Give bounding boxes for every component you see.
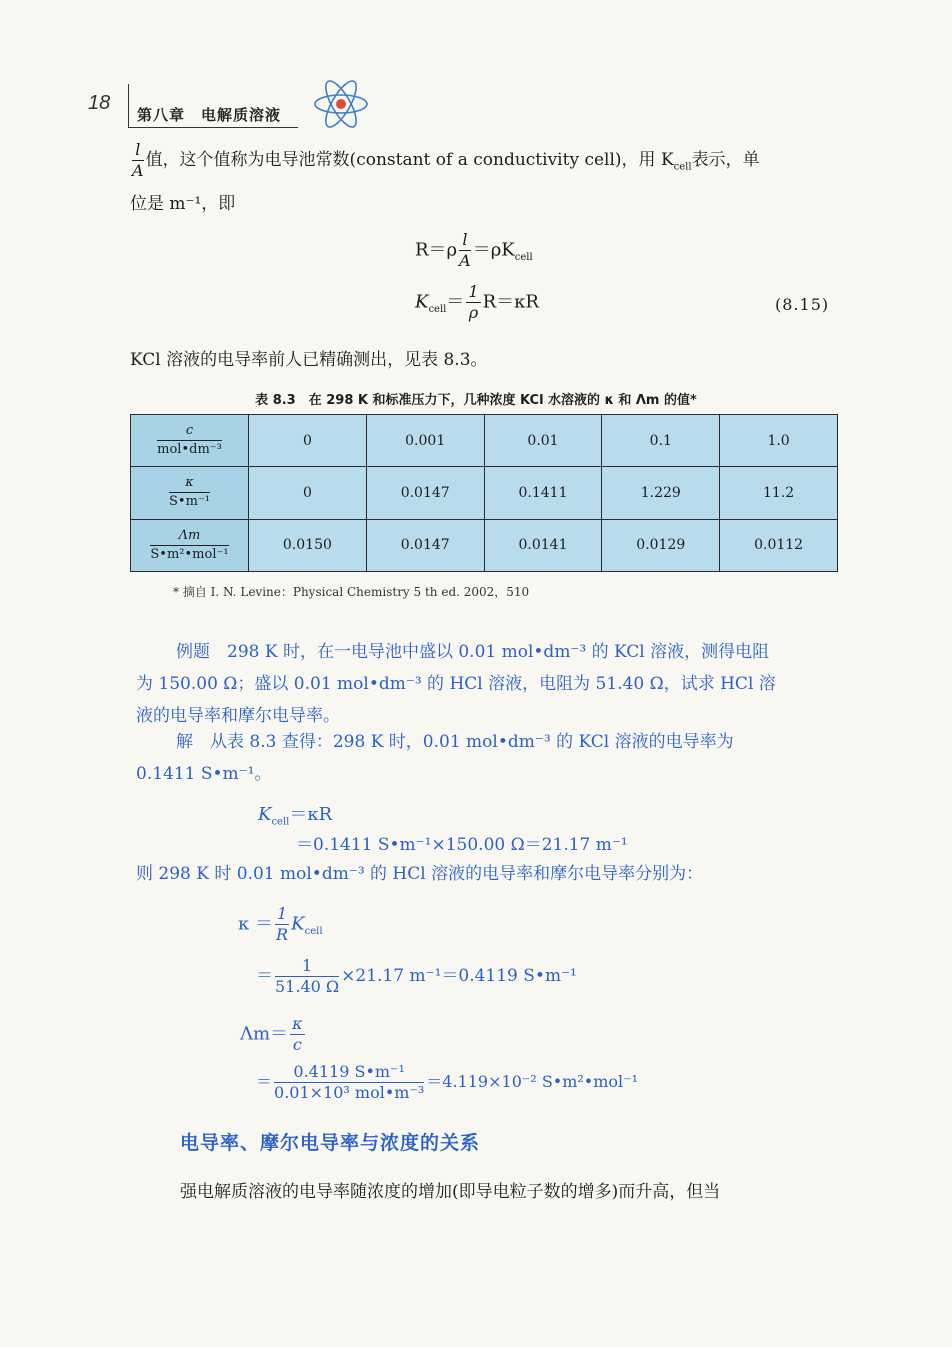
then-line: 则 298 K 时 0.01 mol•dm⁻³ 的 HCl 溶液的电导率和摩尔电导率分别为： [136, 864, 704, 884]
table-row [131, 467, 838, 519]
table-cell: 0.0147 [366, 519, 484, 571]
kappa-calculation: ＝ $\frac{1}{51.40 \Omega}$ ×21.17 m⁻¹＝0.4119 S•m⁻¹ [256, 956, 577, 996]
kcell-equation: $K_{cell}=\kappa R$ [258, 804, 333, 828]
section-heading: 电导率、摩尔电导率与浓度的关系 [180, 1132, 481, 1154]
table-cell: 0.001 [366, 415, 484, 467]
row-header-kappa: $\frac{\kappa}{\text{S•m⁻¹}}$ [131, 467, 249, 519]
header-underline [128, 127, 298, 128]
table-cell: 0.01 [484, 415, 602, 467]
row-header-molar-conductivity: Λm S•m²•mol⁻¹ [131, 519, 249, 571]
table-cell: 0 [249, 415, 367, 467]
table-cell: 1.229 [602, 467, 720, 519]
page-number: 18 [88, 92, 111, 114]
intro-line-1: $\frac{l}{A}$ 值，这个值称为电导池常数(constant of a conductivity cell)，用 $K_{cell}$表示，单 [132, 140, 760, 180]
kcl-sentence: KCl 溶液的电导率前人已精确测出，见表 8.3。 [130, 350, 488, 370]
equation-8-15: $K_{cell}=$ $\frac{1}{\rho}$ R＝κR [415, 282, 539, 322]
header-rule [128, 84, 129, 128]
table-cell: 0.1 [602, 415, 720, 467]
kcell-calculation: ＝0.1411 S•m⁻¹×150.00 Ω＝21.17 m⁻¹ [296, 835, 628, 855]
table-cell: 0 [249, 467, 367, 519]
lambda-calculation: ＝ $\frac{\text{0.4119 S•m⁻¹}}{\text{0.01×10³ mol•m⁻³}}$ ＝4.119×10⁻² S•m²•mol⁻¹ [256, 1062, 639, 1102]
equation-resistance: R＝ρ $\frac{l}{A}$ $=\rho K_{cell}$ [415, 230, 533, 270]
table-cell: 1.0 [720, 415, 838, 467]
equation-number: (8.15) [775, 295, 830, 314]
table-cell: 0.1411 [484, 467, 602, 519]
table-row [131, 415, 838, 467]
table-cell: 0.0150 [249, 519, 367, 571]
kcl-conductivity-table [130, 414, 838, 572]
solution-line-1: 解 从表 8.3 查得：298 K 时，0.01 mol•dm⁻³ 的 KCl 溶液的电导率为 [176, 732, 734, 752]
example-line-1: 例题 298 K 时，在一电导池中盛以 0.01 mol•dm⁻³ 的 KCl 溶液，测得电阻 [176, 642, 770, 662]
table-cell: 0.0112 [720, 519, 838, 571]
atom-icon [310, 76, 372, 132]
example-line-2: 为 150.00 Ω；盛以 0.01 mol•dm⁻³ 的 HCl 溶液，电阻为 51.40 Ω，试求 HCl 溶 [136, 674, 776, 694]
row-header-concentration: c mol•dm⁻³ [131, 415, 249, 467]
table-cell: 0.0141 [484, 519, 602, 571]
example-line-3: 液的电导率和摩尔电导率。 [136, 706, 340, 726]
chapter-title: 第八章 电解质溶液 [137, 106, 282, 124]
table-cell: 11.2 [720, 467, 838, 519]
table-caption: 表 8.3 在 298 K 和标准压力下，几种浓度 KCl 水溶液的 κ 和 Λm 的值* [255, 393, 697, 408]
intro-line-2: 位是 m⁻¹，即 [130, 194, 236, 214]
l-over-a-fraction: $\frac{l}{A}$ [132, 140, 144, 180]
kappa-definition: κ ＝ $\frac{1}{R}$ $K_{cell}$ [238, 904, 323, 944]
table-cell: 0.0129 [602, 519, 720, 571]
lambda-definition: Λm＝ $\frac{\kappa}{c}$ [240, 1014, 303, 1054]
section-body: 强电解质溶液的电导率随浓度的增加(即导电粒子数的增多)而升高，但当 [180, 1182, 721, 1202]
solution-line-2: 0.1411 S•m⁻¹。 [136, 764, 272, 784]
table-footnote: * 摘自 I. N. Levine：Physical Chemistry 5 th ed. 2002，510 [173, 585, 530, 599]
table-cell: 0.0147 [366, 467, 484, 519]
table-row [131, 519, 838, 571]
